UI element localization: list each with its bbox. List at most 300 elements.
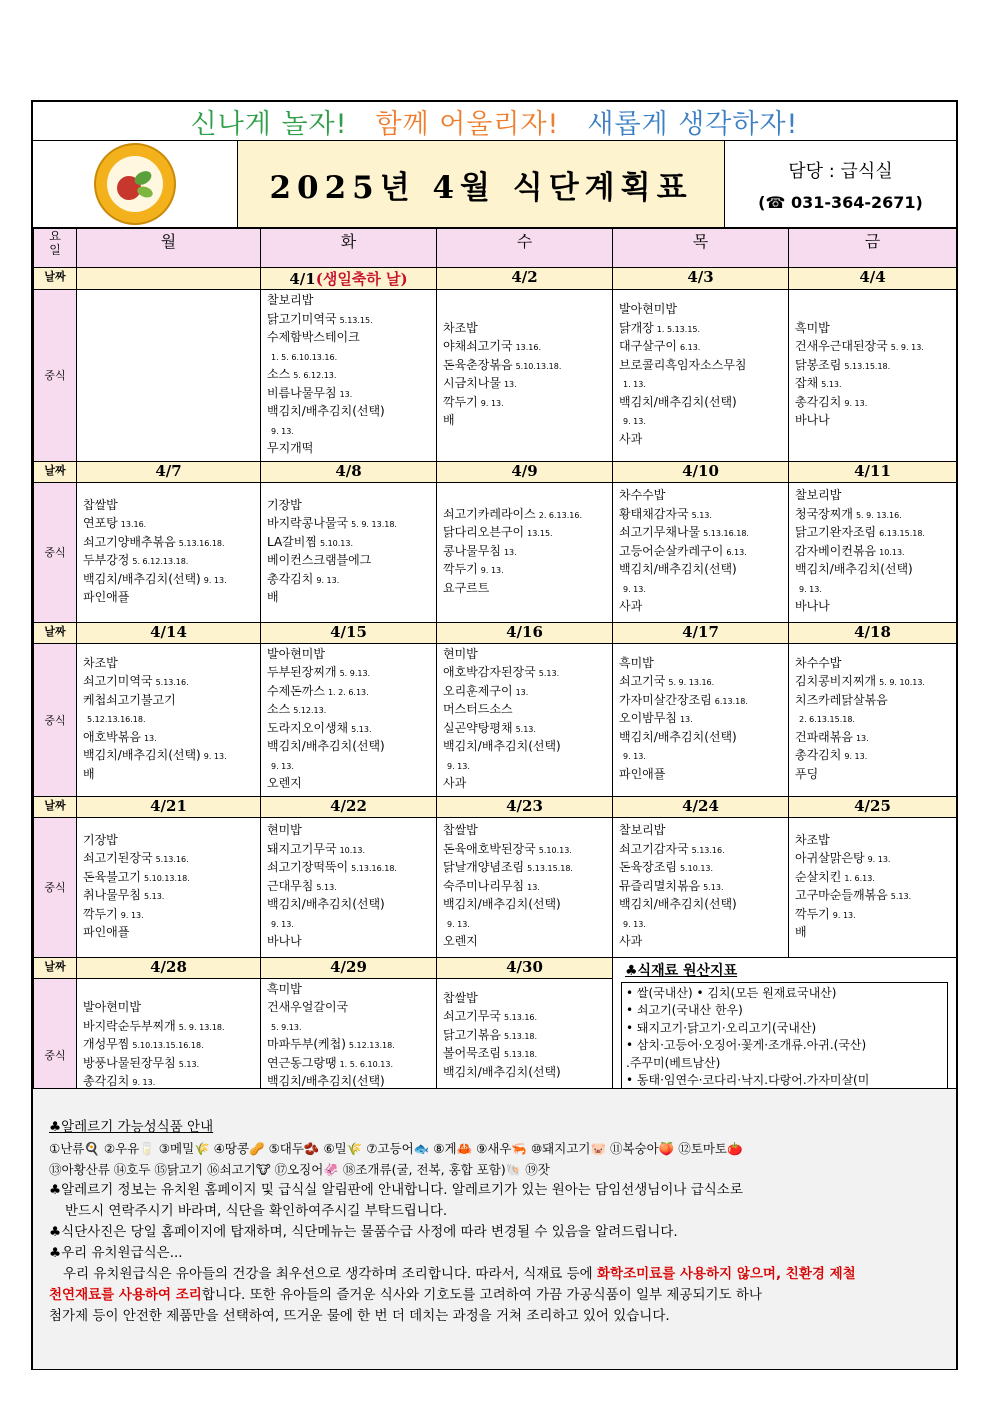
date-cell	[261, 622, 437, 643]
menu-item-name: 찹쌀밥	[83, 497, 118, 512]
menu-item	[267, 515, 430, 534]
date-row	[34, 957, 957, 978]
date-value: 4/14	[150, 622, 187, 641]
menu-item-name: 차조밥	[795, 832, 830, 847]
menu-item	[795, 766, 950, 785]
allergy-codes: 1. 5. 6.10.13.	[339, 1059, 393, 1069]
menu-item-name: 찹쌀밥	[443, 990, 478, 1005]
date-cell	[437, 622, 613, 643]
page-title: 2025년 4월 식단계획표	[238, 141, 725, 227]
menu-item	[795, 394, 950, 413]
meal-label: 중식	[34, 643, 77, 796]
menu-item-name: 차수수밥	[795, 655, 842, 670]
menu-item	[795, 655, 950, 674]
menu-item	[619, 598, 782, 617]
menu-item-name: 배	[443, 413, 455, 428]
allergy-codes: 9. 13.	[120, 910, 144, 920]
menu-item	[267, 403, 430, 422]
menu-item-name: 고등어순살카레구이	[619, 543, 724, 558]
menu-item-name: 취나물무침	[83, 888, 141, 902]
menu-item-name: 백김치/배추김치(선택)	[443, 739, 561, 753]
menu-item-name: 쇠고기미역국	[83, 674, 153, 689]
date-label: 날짜	[34, 796, 77, 817]
menu-item	[795, 747, 950, 766]
menu-item	[619, 878, 782, 897]
menu-item-name: 백김치/배추김치(선택)	[267, 1074, 385, 1088]
menu-item-name: 총각김치	[795, 748, 842, 763]
menu-item-name: 현미밥	[443, 646, 478, 661]
date-cell	[613, 622, 789, 643]
menu-item-name: 도라지오이생채	[267, 720, 349, 735]
meal-row	[34, 643, 957, 796]
menu-item	[619, 655, 782, 674]
slogan-3: 새롭게 생각하자!	[587, 108, 799, 140]
menu-item	[619, 561, 782, 580]
menu-item-name: 찰보리밥	[795, 488, 842, 503]
allergy-codes: 13.	[503, 380, 517, 390]
menu-item-name: 연근동그랑땡	[267, 1055, 337, 1070]
date-value: 4/8	[335, 461, 362, 480]
menu-item-name: 소스	[267, 367, 291, 381]
menu-item	[443, 896, 606, 915]
menu-item	[83, 571, 254, 590]
menu-item-name: 숙주미나리무침	[443, 878, 525, 893]
allergy-codes: 5.13.16.	[155, 855, 189, 864]
allergy-codes: 9. 13.	[271, 761, 294, 771]
menu-item	[443, 646, 606, 665]
menu-item	[443, 775, 606, 794]
allergy-codes: 5. 9. 13.16.	[668, 678, 715, 688]
menu-item	[267, 440, 430, 459]
menu-item	[83, 710, 254, 729]
menu-item	[443, 1045, 606, 1064]
menu-item	[795, 729, 950, 748]
menu-item	[795, 375, 950, 394]
menu-item	[795, 487, 950, 506]
menu-item	[619, 338, 782, 357]
allergy-codes: 6.13.15.18.	[879, 529, 925, 539]
menu-item	[795, 906, 950, 925]
menu-item	[619, 915, 782, 934]
menu-item	[443, 338, 606, 357]
menu-item	[83, 589, 254, 608]
allergy-codes: 9. 13.	[203, 752, 227, 762]
allergy-codes: 13.	[503, 547, 517, 557]
menu-item	[619, 692, 782, 711]
menu-item-name: 찰보리밥	[267, 293, 314, 307]
allergy-codes: 5.13.16.	[691, 845, 725, 855]
menu-item	[267, 311, 430, 330]
allergy-codes: 9. 13.	[844, 752, 868, 762]
origin-item: • 쇠고기(국내산 한우)	[626, 1003, 743, 1017]
menu-item	[267, 385, 430, 404]
menu-item-name: 바지락순두부찌개	[83, 1018, 176, 1033]
menu-item	[443, 320, 606, 339]
meal-cell	[77, 290, 261, 462]
menu-item-name: 닭고기미역국	[267, 311, 337, 326]
allergy-codes: 9. 13.	[480, 566, 504, 576]
menu-item	[619, 933, 782, 952]
allergy-codes: 5. 9. 10.13.	[879, 678, 925, 688]
menu-item-name: 쇠고기국	[619, 674, 666, 689]
menu-item-name: 베이컨스크램블에그	[267, 553, 372, 567]
menu-item	[83, 766, 254, 785]
notes-section	[33, 1088, 956, 1369]
menu-item	[83, 692, 254, 711]
menu-item-name: 백김치/배추김치(선택)	[619, 562, 737, 577]
meal-cell	[261, 482, 437, 622]
menu-item	[267, 329, 430, 348]
menu-item-name: 요구르트	[443, 580, 490, 595]
menu-item	[83, 534, 254, 553]
allergy-codes: 5. 9. 13.18.	[351, 520, 397, 529]
allergy-codes: 13.	[527, 882, 540, 892]
menu-item-name: 무지개떡	[267, 441, 314, 455]
date-row	[34, 622, 957, 643]
menu-item-name: 쇠고기된장국	[83, 851, 153, 865]
menu-item	[267, 348, 430, 367]
menu-item-name: 애호박감자된장국	[443, 665, 536, 679]
allergy-codes: 5.13.18.	[503, 1031, 538, 1041]
kindergarten-logo	[93, 142, 177, 226]
menu-item	[795, 580, 950, 599]
allergy-codes: 5.13.15.	[339, 315, 373, 325]
meal-cell	[613, 290, 789, 462]
menu-item-name: 기장밥	[83, 832, 118, 847]
menu-item	[267, 534, 430, 553]
allergy-codes: 5. 9. 13.18.	[178, 1022, 225, 1032]
menu-item	[795, 710, 950, 729]
date-label: 날짜	[34, 957, 77, 978]
menu-item	[267, 757, 430, 776]
menu-item-name: 바지락콩나물국	[267, 516, 349, 530]
meal-cell	[789, 290, 957, 462]
date-value: 4/24	[682, 796, 719, 815]
menu-item-name: 고구마순들깨볶음	[795, 888, 888, 902]
allergy-codes: 9. 13.	[203, 575, 227, 585]
menu-item	[83, 850, 254, 869]
menu-item	[267, 1036, 430, 1055]
date-value: 4/22	[330, 796, 367, 815]
date-cell	[613, 461, 789, 482]
menu-item-name: 순살치킨	[795, 869, 842, 884]
menu-item	[83, 906, 254, 925]
menu-sheet	[31, 100, 958, 1370]
date-value: 4/9	[511, 461, 538, 480]
allergy-codes: 5.13.16.18.	[351, 864, 397, 874]
date-label: 날짜	[34, 461, 77, 482]
menu-item-name: 치즈카레닭살볶음	[795, 692, 888, 707]
menu-item-name: 방풍나물된장무침	[83, 1055, 176, 1070]
allergy-codes: 13.	[515, 687, 529, 697]
allergy-codes: 5.10.13.	[319, 538, 354, 548]
menu-item-name: 시금치나물	[443, 376, 501, 391]
menu-item	[443, 1064, 606, 1083]
contact-phone: (☎ 031-364-2671)	[758, 192, 923, 212]
menu-item	[795, 692, 950, 711]
menu-item	[619, 822, 782, 841]
allergy-codes: 5.13.16.	[155, 678, 189, 688]
allergy-codes: 5.10.13.	[679, 864, 714, 874]
menu-item-name: 쇠고기감자국	[619, 841, 689, 856]
menu-item	[267, 422, 430, 441]
menu-item-name: 잡채	[795, 376, 819, 391]
meal-cell	[77, 817, 261, 957]
date-cell	[437, 796, 613, 817]
menu-item-name: 발아현미밥	[619, 302, 677, 317]
menu-item	[443, 738, 606, 757]
date-label: 날짜	[34, 622, 77, 643]
menu-item-name: 깍두기	[83, 906, 118, 921]
menu-item	[795, 320, 950, 339]
allergy-list-1: ①난류🍳 ②우유🥛 ③메밀🌾 ④땅콩🥜 ⑤대두🫘 ⑥밀🌾 ⑦고등어🐟 ⑧게🦀 ⑨새우🦐 ⑩돼지고기🐷 ⑪복숭아🍑 ⑫토마토🍅	[49, 1141, 743, 1156]
menu-item	[619, 766, 782, 785]
allergy-codes: 9. 13.	[271, 426, 294, 436]
meal-row	[34, 817, 957, 957]
allergy-codes: 5.13.	[890, 892, 912, 901]
allergy-codes: 5. 9.13.	[339, 669, 371, 678]
date-value: 4/1	[289, 270, 316, 288]
allergy-codes: 5.12.13.	[293, 706, 327, 715]
menu-item-name: 흑미밥	[619, 655, 654, 670]
meal-label: 중식	[34, 978, 77, 1131]
menu-item	[795, 869, 950, 888]
meal-cell	[77, 482, 261, 622]
menu-item	[267, 775, 430, 794]
menu-item-name: 배	[83, 766, 95, 781]
menu-item	[443, 915, 606, 934]
menu-item	[795, 850, 950, 869]
menu-item	[619, 710, 782, 729]
menu-item-name: 건파래볶음	[795, 729, 853, 744]
allergy-codes: 5. 6.12.13.	[293, 371, 337, 380]
menu-table	[33, 228, 957, 1132]
meal-cell	[613, 817, 789, 957]
allergy-codes: 6.13.	[726, 547, 747, 557]
date-cell	[613, 796, 789, 817]
logo-cell	[33, 141, 238, 227]
menu-item-name: 닭날개양념조림	[443, 860, 525, 875]
menu-item-name: 쇠고기양배추볶음	[83, 534, 176, 549]
menu-item	[267, 915, 430, 934]
menu-item	[619, 729, 782, 748]
allergy-codes: 5. 9. 13.	[890, 343, 924, 353]
contact-person: 담당 : 급식실	[788, 160, 893, 182]
menu-item	[795, 524, 950, 543]
menu-item	[795, 506, 950, 525]
header	[33, 141, 956, 228]
menu-item	[443, 990, 606, 1009]
menu-item	[267, 878, 430, 897]
ours-paragraph-3: 첨가제 등이 안전한 제품만을 선택하여, 뜨거운 물에 한 번 더 데치는 과정을 거쳐 조리하고 있어 있습니다.	[49, 1308, 670, 1324]
menu-item	[83, 832, 254, 851]
menu-item	[443, 878, 606, 897]
menu-item-name: 발아현미밥	[83, 1000, 141, 1014]
menu-item	[795, 357, 950, 376]
date-row	[34, 461, 957, 482]
menu-item	[443, 933, 606, 952]
menu-item	[267, 683, 430, 702]
menu-item	[83, 1018, 254, 1037]
meal-cell	[437, 482, 613, 622]
allergy-codes: 5.13.15.18.	[527, 864, 573, 874]
menu-item	[267, 552, 430, 571]
menu-item	[443, 720, 606, 739]
menu-item-name: 쇠고기무채나물	[619, 525, 701, 540]
date-value: 4/18	[854, 622, 891, 641]
menu-item-name: 수제돈까스	[267, 683, 325, 698]
menu-item	[619, 375, 782, 394]
menu-item-name: 볼어묵조림	[443, 1046, 501, 1061]
allergy-codes: 5.13.	[538, 669, 560, 678]
menu-item	[83, 887, 254, 906]
meal-cell	[613, 482, 789, 622]
menu-item-name: 총각김치	[795, 394, 842, 409]
date-value: 4/15	[330, 622, 367, 641]
menu-item	[619, 431, 782, 450]
menu-item-name: 배	[795, 925, 807, 939]
allergy-codes: 5.13.	[515, 724, 536, 734]
menu-item	[619, 487, 782, 506]
menu-item-name: 쇠고기무국	[443, 1009, 501, 1024]
menu-item-name: 연포탕	[83, 516, 118, 530]
origin-title: ♣식재료 원산지표	[625, 962, 738, 979]
menu-item-name: 건새우얼갈이국	[267, 1000, 349, 1014]
ours-paragraph-2: 천연재료를 사용하여 조리합니다. 또한 유아들의 즐거운 식사와 기호도를 고려하여 가끔 가공식품이 일부 제공되기도 하나	[49, 1287, 762, 1303]
menu-item	[443, 524, 606, 543]
menu-item-name: 닭다리오븐구이	[443, 525, 525, 540]
meal-cell	[261, 290, 437, 462]
meal-cell	[437, 643, 613, 796]
menu-item-name: 대구살구이	[619, 339, 677, 354]
menu-item	[619, 896, 782, 915]
menu-item	[267, 822, 430, 841]
allergy-codes: 9. 13.	[132, 1078, 156, 1087]
allergy-codes: 13.16.	[515, 343, 542, 353]
meal-cell	[437, 817, 613, 957]
menu-item	[619, 747, 782, 766]
meal-label: 중식	[34, 290, 77, 462]
menu-item-name: 실곤약탕평채	[443, 720, 513, 735]
allergy-codes: 10.13.	[339, 845, 366, 855]
allergy-codes: 5.13.16.18.	[178, 538, 225, 548]
date-value: 4/21	[150, 796, 187, 815]
menu-item	[619, 357, 782, 376]
menu-item	[83, 999, 254, 1018]
menu-item	[267, 933, 430, 952]
slogan-1: 신나게 놀자!	[190, 108, 348, 140]
allergy-codes: 2. 6.13.16.	[538, 510, 583, 520]
date-value: 4/2	[511, 268, 538, 286]
date-cell	[77, 796, 261, 817]
menu-item-name: 깍두기	[443, 394, 478, 409]
date-cell	[437, 268, 613, 290]
date-value: 4/3	[687, 268, 714, 286]
allergy-codes: 13.	[143, 733, 157, 743]
meal-cell	[613, 643, 789, 796]
menu-item-name: 백김치/배추김치(선택)	[619, 729, 737, 744]
menu-item-name: 총각김치	[267, 571, 314, 586]
menu-item	[443, 822, 606, 841]
menu-item-name: 흑미밥	[267, 981, 302, 996]
menu-item-name: 파인애플	[619, 766, 666, 781]
menu-item	[83, 1055, 254, 1074]
menu-item-name: 사과	[619, 431, 643, 446]
allergy-codes: 9. 13.	[447, 761, 470, 771]
menu-item-name: 찹쌀밥	[443, 823, 478, 838]
ours-paragraph-1: 우리 유치원급식은 유아들의 건강을 최우선으로 생각하며 조리합니다. 따라서, 식재료 등에 화학조미료를 사용하지 않으며, 친환경 제철	[63, 1266, 856, 1282]
menu-item-name: 바나나	[267, 934, 302, 949]
menu-item	[619, 320, 782, 339]
menu-item	[619, 841, 782, 860]
menu-item-name: 야채쇠고기국	[443, 339, 513, 354]
menu-item-name: 쇠고기장떡뚝이	[267, 860, 349, 875]
ours-title: ♣우리 유치원급식은...	[49, 1245, 183, 1261]
menu-item	[267, 896, 430, 915]
menu-item	[83, 655, 254, 674]
menu-item	[443, 506, 606, 525]
menu-item-name: 찰보리밥	[619, 823, 666, 838]
menu-item-name: 돼지고기무국	[267, 841, 337, 856]
allergy-codes: 9. 13.	[623, 584, 646, 594]
date-cell	[77, 957, 261, 978]
date-cell	[613, 268, 789, 290]
meal-label: 중식	[34, 482, 77, 622]
allergy-codes: 9. 13.	[844, 398, 868, 408]
menu-item-name: 기장밥	[267, 497, 302, 512]
menu-item-name: 백김치/배추김치(선택)	[83, 571, 201, 586]
allergy-codes: 13.	[679, 715, 693, 725]
menu-item	[619, 524, 782, 543]
allergy-codes: 13.	[855, 733, 869, 743]
menu-item-name: 발아현미밥	[267, 646, 325, 661]
allergy-codes: 9. 13.	[480, 398, 504, 408]
menu-item-name: 백김치/배추김치(선택)	[619, 394, 737, 409]
menu-item-name: 근대무침	[267, 878, 314, 893]
menu-item-name: 백김치/배추김치(선택)	[795, 562, 913, 577]
menu-item	[267, 664, 430, 683]
meal-row	[34, 482, 957, 622]
menu-item-name: 파인애플	[83, 925, 130, 939]
allergy-codes: 5.13.15.18.	[844, 361, 891, 371]
photo-notice: ♣식단사진은 당일 홈페이지에 탑재하며, 식단메뉴는 물품수급 사정에 따라 변경될 수 있음을 알려드립니다.	[49, 1224, 678, 1240]
menu-item-name: 현미밥	[267, 823, 302, 838]
menu-item-name: 감자베이컨볶음	[795, 543, 877, 558]
menu-item-name: 백김치/배추김치(선택)	[83, 748, 201, 763]
meal-row	[34, 290, 957, 462]
menu-item	[83, 729, 254, 748]
date-value: 4/16	[506, 622, 543, 641]
menu-item	[795, 412, 950, 431]
allergy-codes: 13.	[339, 389, 353, 399]
date-value: 4/11	[854, 461, 891, 480]
meal-cell	[437, 290, 613, 462]
weekday-header	[34, 229, 957, 268]
menu-item	[443, 757, 606, 776]
menu-item-name: 차조밥	[443, 320, 478, 335]
allergy-codes: 5.13.	[703, 882, 724, 892]
date-value: 4/30	[506, 957, 543, 976]
menu-item	[443, 1008, 606, 1027]
menu-item-name: 돈육불고기	[83, 869, 141, 884]
slogan-bar	[33, 102, 956, 141]
menu-item-name: 닭고기완자조림	[795, 525, 877, 540]
date-cell	[437, 461, 613, 482]
date-cell	[437, 957, 613, 978]
date-value: 4/17	[682, 622, 719, 641]
menu-item-name: 백김치/배추김치(선택)	[267, 404, 385, 418]
menu-item	[443, 375, 606, 394]
